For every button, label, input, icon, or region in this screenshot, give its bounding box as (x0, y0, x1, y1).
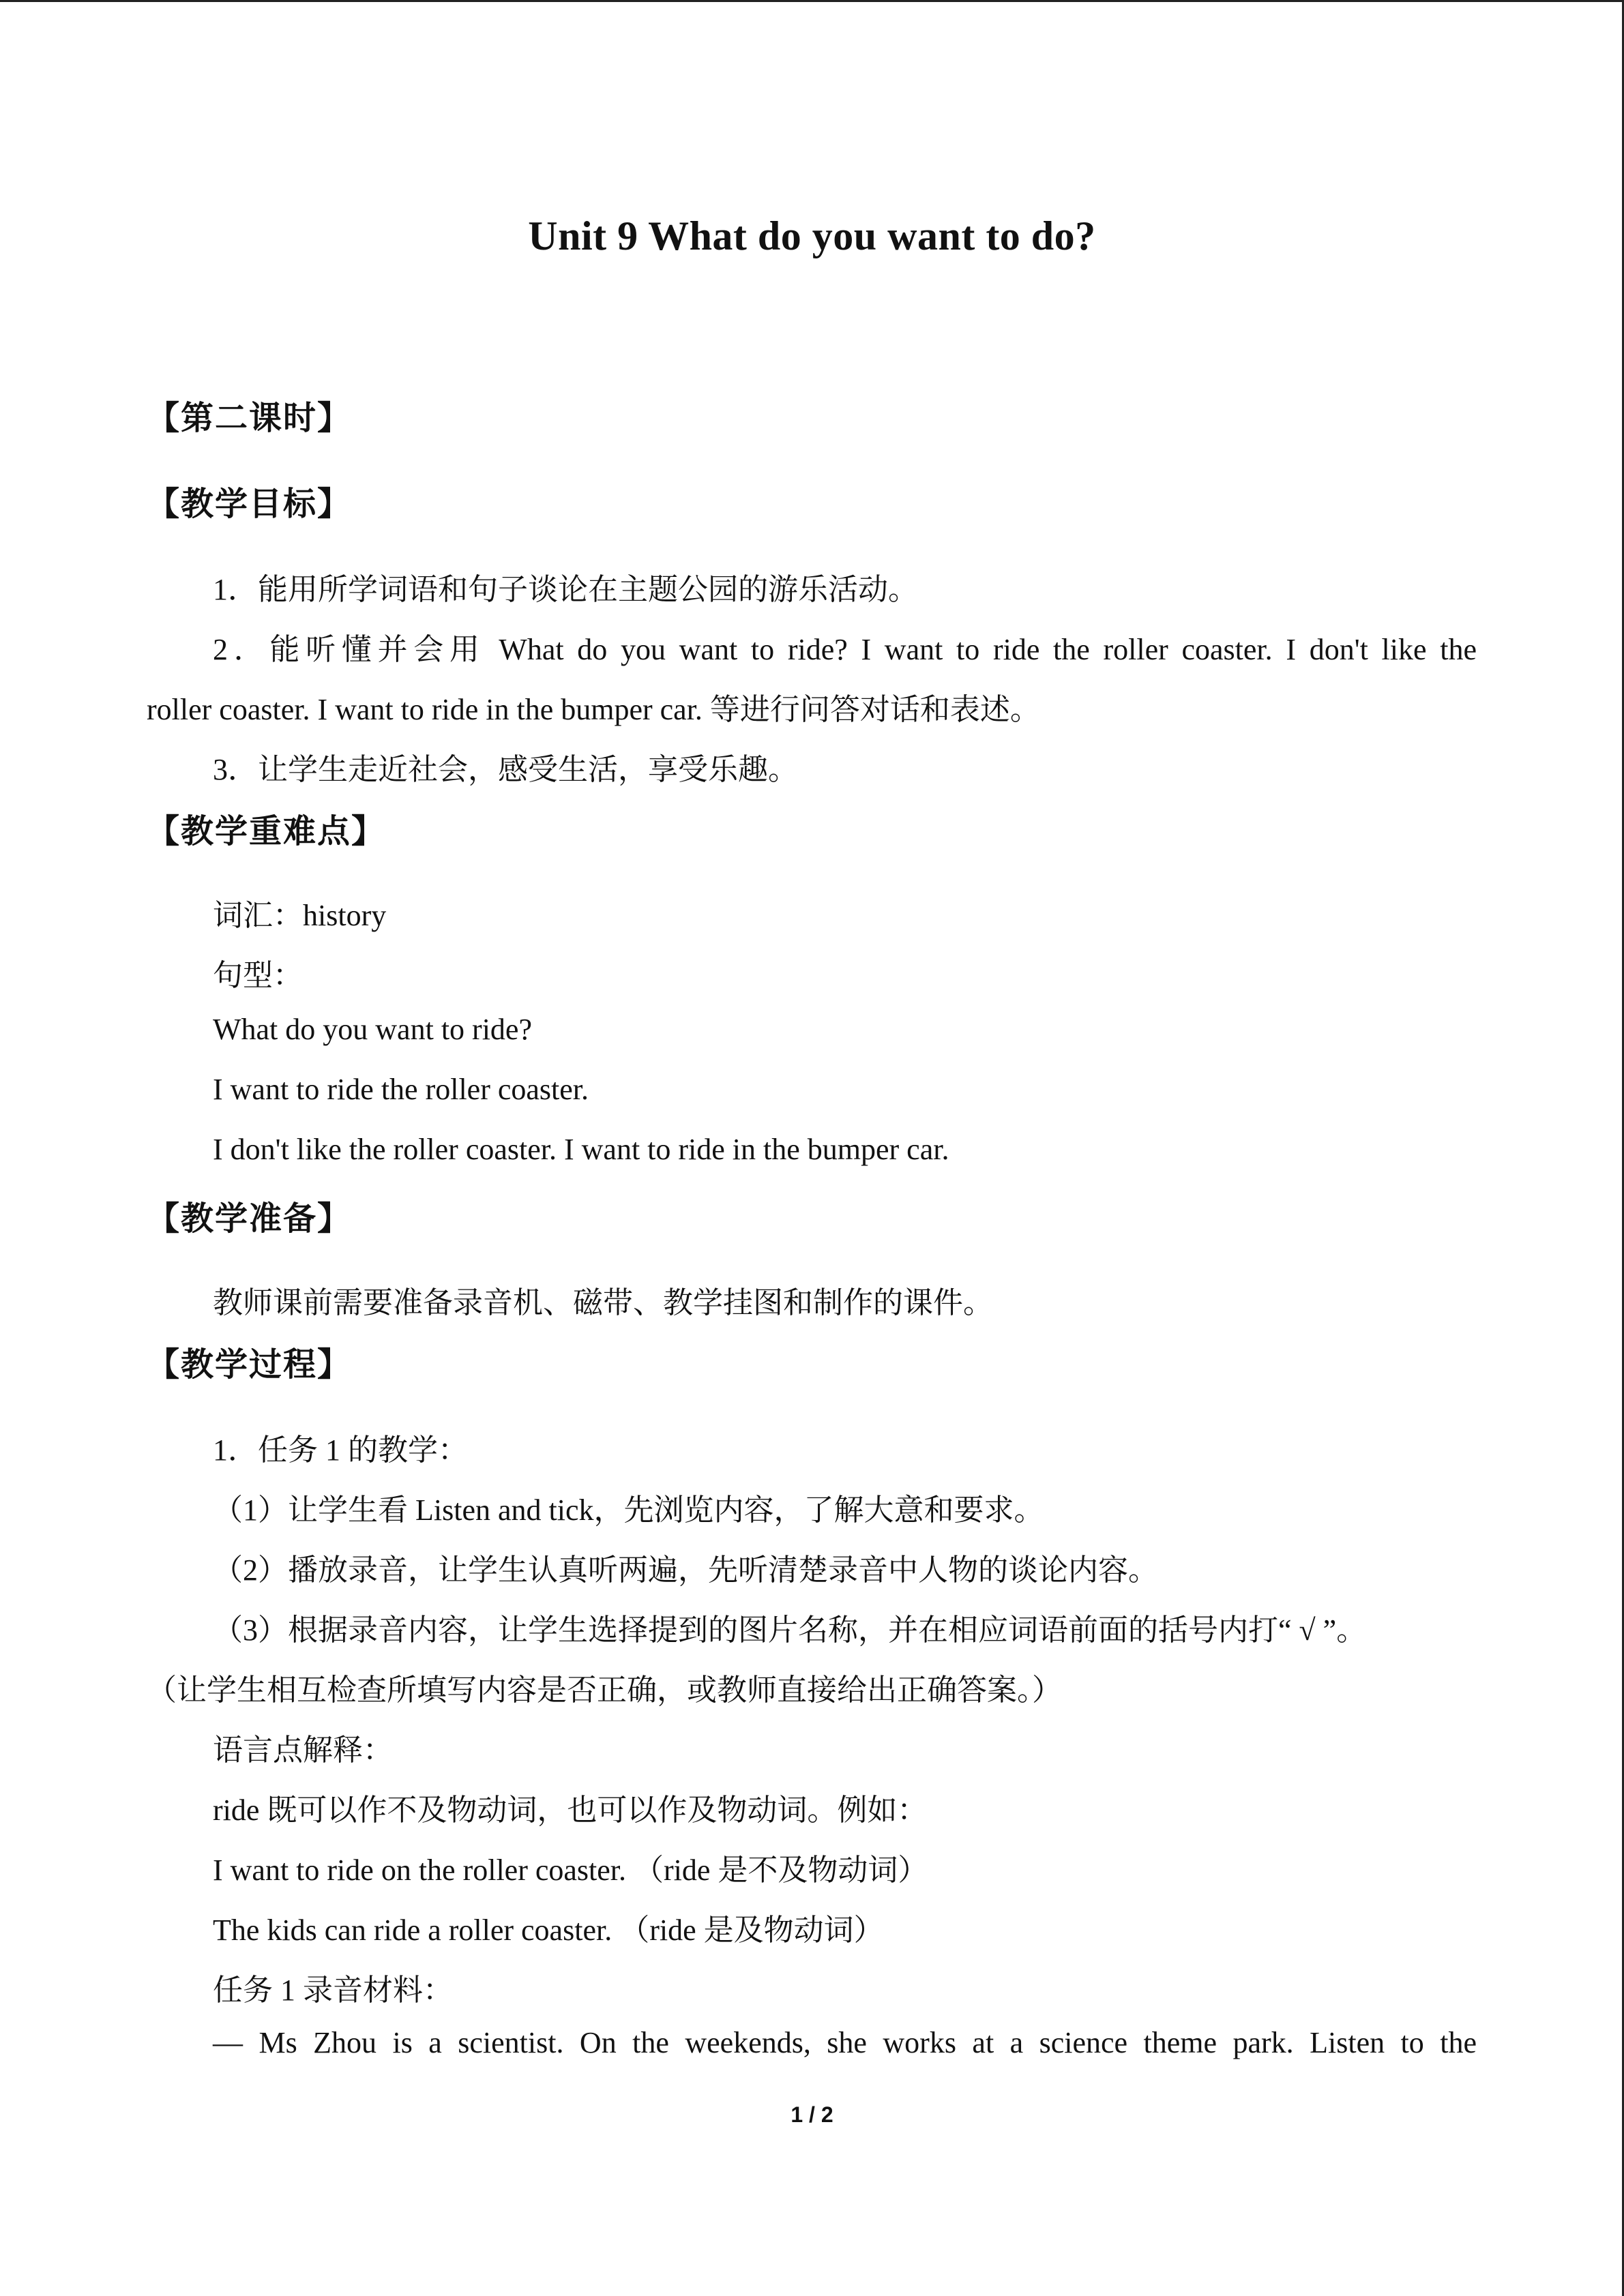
sentence-pattern-2: I want to ride the roller coaster. (213, 1073, 589, 1106)
sentence-pattern-3: I don't like the roller coaster. I want to ride in the bumper car. (213, 1133, 949, 1166)
lesson-heading: 【第二课时】 (147, 399, 352, 437)
objective-item-2-line-1: 2．能听懂并会用 What do you want to ride? I want to ride the roller coaster. I don't like the (213, 633, 1477, 666)
preparation-heading: 【教学准备】 (147, 1199, 352, 1238)
audio-material-label: 任务 1 录音材料： (213, 1973, 453, 2007)
example-1: I want to ride on the roller coaster. （ride 是不及物动词） (213, 1853, 928, 1887)
audio-material-text: — Ms Zhou is a scientist. On the weekends, she works at a science theme park. Listen to the (213, 2026, 1477, 2059)
vocab-line: 词汇：history (213, 899, 387, 932)
example-2: The kids can ride a roller coaster. （ride 是及物动词） (213, 1913, 884, 1947)
sentence-pattern-label: 句型： (213, 959, 303, 992)
objective-item-1: 1．能用所学词语和句子谈论在主题公园的游乐活动。 (213, 573, 918, 606)
language-point-label: 语言点解释： (213, 1733, 393, 1767)
task-1-step-1: （1）让学生看 Listen and tick，先浏览内容，了解大意和要求。 (213, 1493, 1044, 1527)
process-heading: 【教学过程】 (147, 1345, 352, 1384)
task-1-title: 1．任务 1 的教学： (213, 1433, 468, 1467)
page-top-border (0, 0, 1624, 2)
page-number: 1 / 2 (791, 2102, 833, 2127)
task-1-step-3-line-1: （3）根据录音内容，让学生选择提到的图片名称，并在相应词语前面的括号内打“ √ ”。 (213, 1613, 1367, 1647)
task-1-step-3-line-2: （让学生相互检查所填写内容是否正确，或教师直接给出正确答案。） (147, 1673, 1062, 1707)
sentence-pattern-1: What do you want to ride? (213, 1013, 532, 1046)
preparation-text: 教师课前需要准备录音机、磁带、教学挂图和制作的课件。 (213, 1286, 993, 1320)
document-title: Unit 9 What do you want to do? (528, 213, 1096, 258)
task-1-step-2: （2）播放录音，让学生认真听两遍，先听清楚录音中人物的谈论内容。 (213, 1553, 1158, 1587)
objective-item-2-line-2: roller coaster. I want to ride in the bumper car. 等进行问答对话和表述。 (147, 693, 1040, 726)
key-points-heading: 【教学重难点】 (147, 812, 386, 850)
objective-item-3: 3．让学生走近社会，感受生活，享受乐趣。 (213, 753, 798, 786)
objectives-heading: 【教学目标】 (147, 485, 352, 523)
language-point-text: ride 既可以作不及物动词，也可以作及物动词。例如： (213, 1793, 928, 1827)
